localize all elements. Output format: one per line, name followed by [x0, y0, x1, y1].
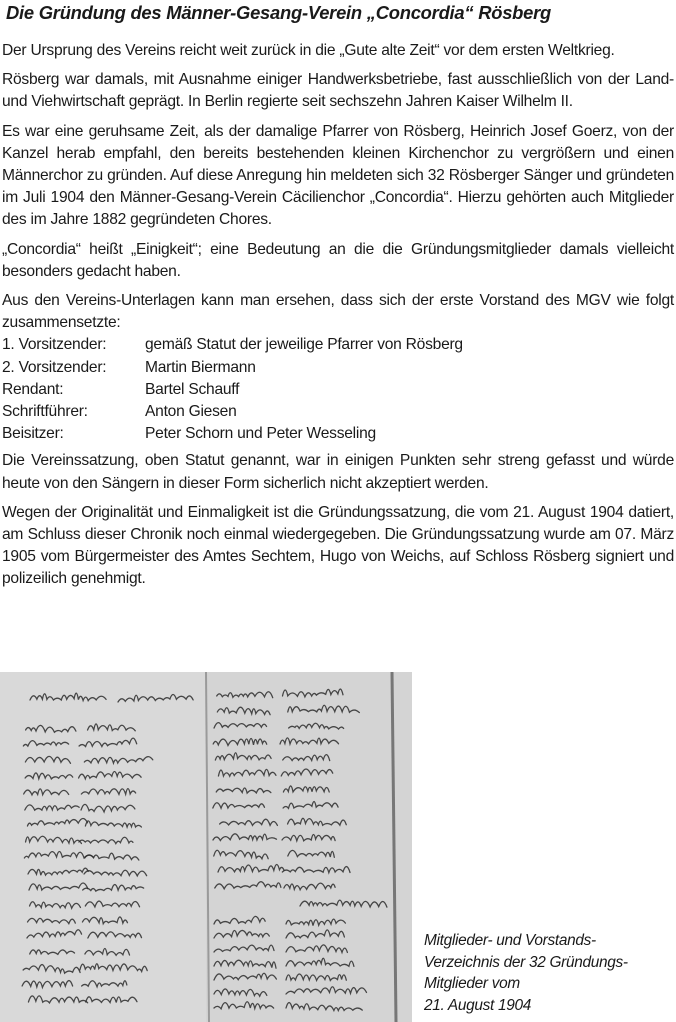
board-role: Beisitzer:	[2, 425, 64, 443]
paragraph: Aus den Vereins-Unterlagen kann man ersehen, dass sich der erste Vorstand des MGV wie folgt zusammensetzte:	[2, 292, 674, 332]
caption-line: Mitglieder- und Vorstands-	[424, 932, 596, 949]
board-role: 2. Vorsitzender:	[2, 358, 107, 376]
board-role: Schriftführer:	[2, 403, 88, 421]
board-row	[2, 401, 674, 423]
handwritten-member-list-photo	[0, 672, 412, 1022]
paragraph: Die Vereinssatzung, oben Statut genannt, war in einigen Punkten sehr streng gefasst und würde heute von den Sängern in dieser Form sicherlich nicht akzeptiert werden.	[2, 452, 674, 492]
paragraph: Rösberg war damals, mit Ausnahme einiger Handwerksbetriebe, fast ausschließlich von der Land- und Viehwirtschaft geprägt. In Berlin regierte seit sechszehn Jahren Kaiser Wilhelm II.	[2, 71, 674, 111]
board-member: Anton Giesen	[145, 403, 237, 421]
board-role: 1. Vorsitzender:	[2, 336, 107, 354]
photo-caption	[424, 930, 676, 1016]
board-role: Rendant:	[2, 380, 64, 398]
paragraph: Es war eine geruhsame Zeit, als der damalige Pfarrer von Rösberg, Heinrich Josef Goerz, von der Kanzel herab empfahl, den bereits bestehenden kleinen Kirchenchor zu vergrößern und einen Männerchor zu gründen. Auf diese Anregung hin meldeten sich 32 Rösberger Sänger und gründeten im Juli 1904 den Männer-Gesang-Verein Cäcilienchor „Concordia“. Hierzu gehörten auch Mitglieder des im Jahre 1882 gegründeten Chores.	[2, 122, 674, 229]
caption-line: Mitglieder vom	[424, 975, 520, 993]
board-list	[2, 334, 674, 445]
board-member: Martin Biermann	[145, 358, 256, 376]
board-member: Peter Schorn und Peter Wesseling	[145, 425, 376, 443]
board-member: gemäß Statut der jeweilige Pfarrer von Rösberg	[145, 336, 463, 354]
paragraph: „Concordia“ heißt „Einigkeit“; eine Bedeutung an die die Gründungsmitglieder damals vielleicht besonders gedacht haben.	[2, 240, 674, 280]
board-row	[2, 423, 674, 445]
page-title: Die Gründung des Männer-Gesang-Verein „Concordia“ Rösberg	[6, 2, 552, 23]
board-member: Bartel Schauff	[145, 380, 240, 398]
paragraph: Wegen der Originalität und Einmaligkeit ist die Gründungssatzung, die vom 21. August 1904 datiert, am Schluss dieser Chronik noch einmal wiedergegeben. Die Gründungssatzung wurde am 07. März 1905 vom Bürgermeister des Amtes Sechtem, Hugo von Weichs, auf Schloss Rösberg signiert und polizeilich genehmigt.	[2, 503, 674, 588]
paragraph: Der Ursprung des Vereins reicht weit zurück in die „Gute alte Zeit“ vor dem ersten Weltkrieg.	[2, 42, 615, 59]
handwritten-ledger-image	[0, 672, 412, 1022]
board-row	[2, 357, 674, 379]
board-row	[2, 379, 674, 401]
caption-line: Verzeichnis der 32 Gründungs-	[424, 953, 628, 971]
article-body	[2, 40, 674, 598]
caption-line: 21. August 1904	[424, 996, 532, 1014]
board-row	[2, 334, 674, 356]
